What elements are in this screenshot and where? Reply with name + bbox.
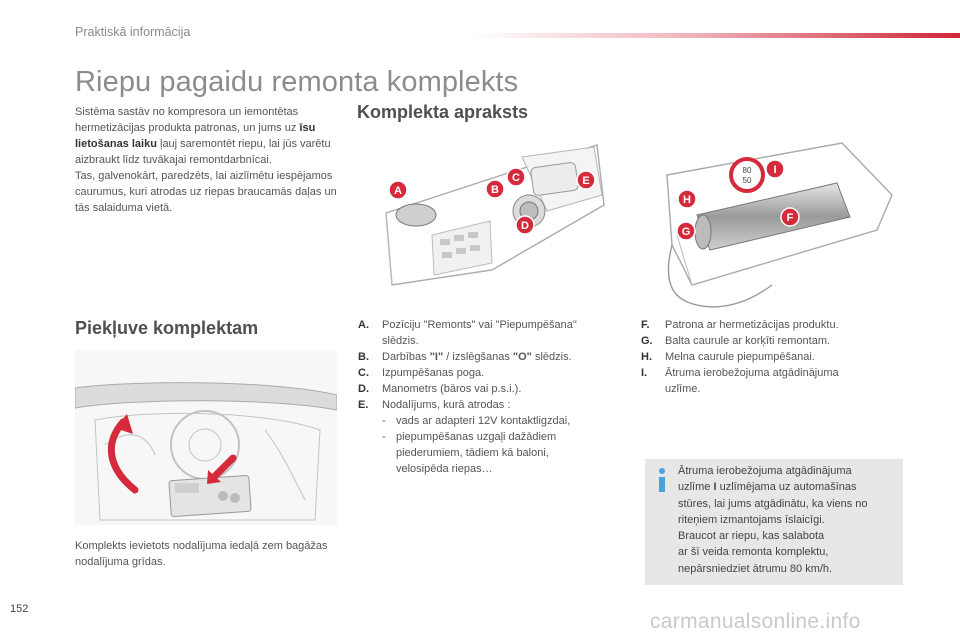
legend-item-g: G. Balta caurule ar korķīti remontam. [641,335,831,347]
legend-item-c: C. Izpumpēšanas poga. [358,367,485,379]
legend-item-a: A. Pozīciju "Remonts" vai "Piepumpēšana" slēdzis. [358,319,577,347]
trunk-illustration [75,350,337,525]
sticker-value-2: 50 [742,176,752,185]
legend-right [641,317,891,397]
callout-a: A [394,185,402,197]
kit-illustration [372,135,900,310]
page-number: 152 [10,603,29,615]
header-accent-bar [470,33,960,38]
legend-item-e: E. Nodalījums, kurā atrodas : [358,399,511,411]
legend-item-b: B. Darbības "I" / izslēgšanas "O" slēdzis. [358,351,572,363]
callout-b: B [491,184,499,196]
trunk-drawing [75,350,337,525]
access-caption: Komplekts ievietots nodalījuma iedaļā zem bagāžas nodalījuma grīdas. [75,540,328,568]
legend-item-h: H. Melna caurule piepumpēšanai. [641,351,815,363]
callout-h: H [683,194,691,206]
access-kit-title: Piekļuve komplektam [75,318,259,338]
page-title: Riepu pagaidu remonta komplekts [75,66,519,98]
callout-g: G [681,226,691,238]
legend-item-f: F. Patrona ar hermetizācijas produktu. [641,319,839,331]
sticker-value-1: 80 [742,166,752,175]
info-icon [655,467,669,493]
callout-c: C [512,172,520,184]
legend-item-i: I. Ātruma ierobežojuma atgādinājuma uzlīme. [641,367,839,395]
watermark: carmanualsonline.info [650,610,861,633]
intro-text: Sistēma sastāv no kompresora un iemontētas hermetizācijas produkta patronas, un jums uz īsu lietošanas laiku ļauj saremontēt riepu, lai jūs varētu aizbraukt līdz tuvākajai remontdarbnīcai. Tas, galvenokārt, paredzēts, lai aizlīmētu iespējamos caurumus, kuri atrodas uz riepas braucamās daļas un tās salaiduma vietā. [75,106,337,214]
callout-e: E [582,175,590,187]
legend-subitem-2: - piepumpēšanas uzgaļi dažādiem piederumiem, tādiem kā baloni, velosipēda riepas… [382,431,557,475]
kit-drawing [372,135,900,310]
info-text: Ātruma ierobežojuma atgādinājuma uzlīme I uzlīmējama uz automašīnas stūres, lai jums atgādinātu, ka viens no riteņiem izmantojams īslaicīgi. Braucot ar riepu, kas salabota ar šī veida remonta komplektu, nepārsniedziet ātrumu 80 km/h. [678,465,868,575]
legend-subitem-1: - vads ar adapteri 12V kontaktligzdai, [382,415,571,427]
legend-left [358,317,613,477]
callout-d: D [521,220,529,232]
kit-description-title: Komplekta apraksts [357,102,529,122]
legend-item-d: D. Manometrs (bāros vai p.s.i.). [358,383,522,395]
callout-i: I [773,164,777,176]
section-header: Praktiskā informācija [75,25,191,39]
info-box [645,459,903,585]
callout-f: F [786,212,794,224]
